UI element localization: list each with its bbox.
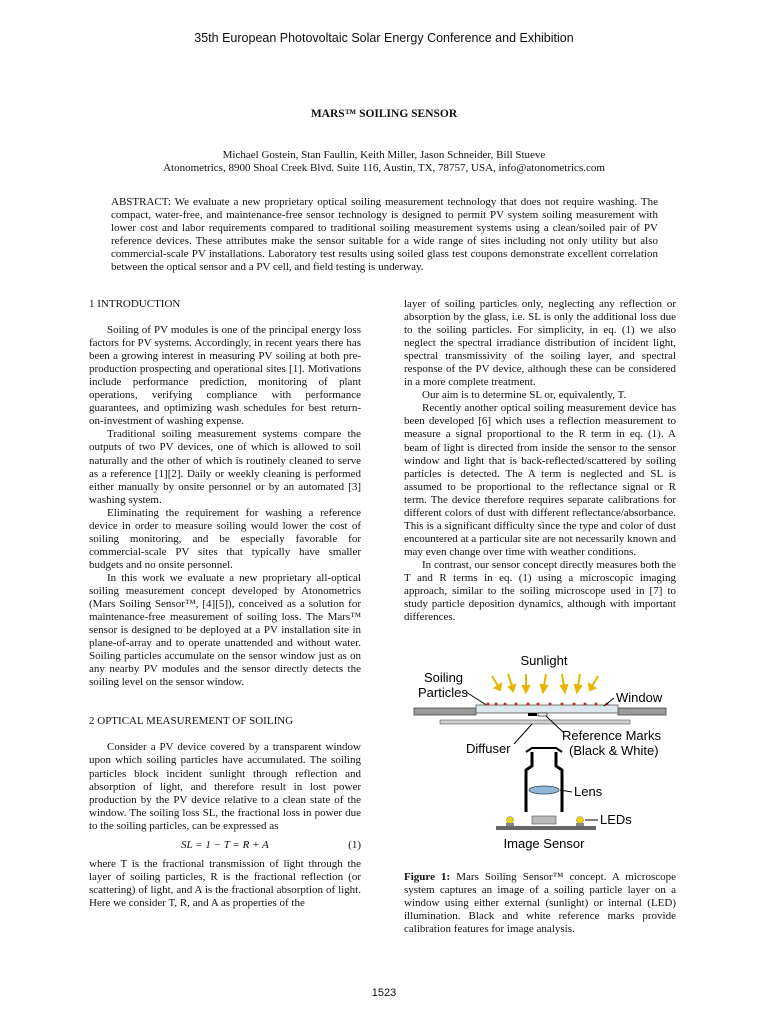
section-1-heading: 1 INTRODUCTION	[89, 298, 181, 310]
authors: Michael Gostein, Stan Faullin, Keith Miller, Jason Schneider, Bill Stueve	[222, 149, 546, 161]
caption-text: Mars Soiling Sensor™ concept. A microscope system captures an image of a soiling particle layer on a window using either external (sunlight) or internal (LED) illumination. Black and white reference marks provide calibration features for image analysis.	[404, 871, 676, 936]
image-sensor-chip	[532, 816, 556, 824]
label-window: Window	[616, 690, 663, 706]
diffuser	[440, 720, 630, 724]
s1-paragraph-3: Eliminating the requirement for washing a reference device in order to measure soiling would lower the cost of soiling monitoring, and be especially favorable for commercial-scale PV sites that typically have smaller budgets and no onsite personnel.	[89, 506, 361, 571]
figure-caption	[404, 871, 676, 936]
window-glass	[476, 705, 618, 713]
equation-number: (1)	[348, 838, 361, 851]
sensor-diagram	[404, 648, 676, 863]
circuit-board	[496, 826, 596, 830]
s1-paragraph-1: Soiling of PV modules is one of the principal energy loss factors for PV systems. Accordingly, in recent years there has been a growing interest in measuring PV soiling at both pre-production prospecting and operational sites [1]. Motivations include performance prediction, monitoring of plant operations, verifying compliance with performance guarantees, and optimizing wash schedules for best return-on-investment of washing expense.	[89, 324, 361, 428]
right-column	[404, 298, 676, 936]
left-column	[89, 298, 361, 910]
s2-paragraph-1: Consider a PV device covered by a transparent window upon which soiling particles have accumulated. The soiling particles block incident sunlight through reflection and absorption of light, and therefore result in lost power production by the PV device relative to a clean state of the window. The soiling loss SL, the fractional loss in power due to the soiling particles, can be expressed as	[89, 741, 361, 832]
s1-paragraph-2: Traditional soiling measurement systems compare the outputs of two PV devices, one of which is allowed to soil naturally and the other of which is routinely cleaned to serve as a reference [1][2]. Daily or weekly cleaning is performed either manually by onsite personnel or by an automated [3] washing system.	[89, 428, 361, 506]
label-image-sensor: Image Sensor	[503, 836, 585, 852]
affiliation: Atonometrics, 8900 Shoal Creek Blvd. Suite 116, Austin, TX, 78757, USA, info@atonometrics.com	[163, 162, 605, 174]
r-paragraph-3: Recently another optical soiling measurement device has been developed [6] which uses a reflection measurement to measure a signal proportional to the R term in eq. (1). A beam of light is directed from inside the sensor to the sensor window and light that is back-reflected/scattered by soiling particles is detected. The A term is neglected and SL is assumed to be proportional to the reflectance signal or R term. The device therefore requires separate calibrations for different colors of dust with different reflectance/absorbance. This is a significant difficulty since the type and color of dust encountered at a particular site are not necessarily known and may even change over time with weather conditions.	[404, 402, 676, 558]
equation-text: SL = 1 − T = R + A	[181, 838, 269, 851]
r-paragraph-1: layer of soiling particles only, neglecting any reflection or absorption by the glass, i.e. SL is only the additional loss due to the soiling particles. For simplicity, in eq. (1) we also neglect the spectral irradiance distribution of incident light, spectral transmissivity of the soiling layer, and spectral response of the PV device, although these can be considered in a more complete treatment.	[404, 298, 676, 389]
r-paragraph-2: Our aim is to determine SL or, equivalently, T.	[422, 389, 627, 402]
s1-paragraph-4: In this work we evaluate a new proprietary all-optical soiling measurement concept developed by Atonometrics (Mars Soiling Sensor™, [4][5]), conceived as a solution for maintenance-free measurement of soiling loss. The Mars™ sensor is designed to be deployed at a PV installation site in plane-of-array and to operate unattended and without water. Soiling particles accumulate on the sensor window just as on any nearby PV modules and the sensor directly detects the soiling level on the sensor window.	[89, 571, 361, 689]
label-leds: LEDs	[600, 812, 632, 828]
label-soiling: Soiling	[424, 670, 464, 686]
r-paragraph-4: In contrast, our sensor concept directly measures both the T and R terms in eq. (1) using a microscopic imaging approach, similar to the soiling microscope used in [7] to study particle deposition dynamics, although with important differences.	[404, 558, 676, 624]
figure-1	[404, 648, 676, 863]
label-reference-1: Reference Marks	[562, 728, 661, 744]
lens	[529, 786, 559, 794]
section-2-heading: 2 OPTICAL MEASUREMENT OF SOILING	[89, 715, 294, 728]
label-diffuser: Diffuser	[466, 741, 511, 757]
label-sunlight: Sunlight	[520, 653, 568, 669]
equation-1	[89, 839, 361, 852]
lens-barrel	[526, 752, 562, 812]
sunlight-arrows	[492, 674, 598, 692]
paper-title: MARS™ SOILING SENSOR	[310, 108, 458, 120]
label-particles: Particles	[418, 685, 468, 701]
author-block	[0, 149, 768, 175]
label-reference-2: (Black & White)	[569, 743, 659, 759]
abstract: ABSTRACT: We evaluate a new proprietary optical soiling measurement technology that does not require washing. The compact, water-free, and maintenance-free sensor technology is designed to permit PV system soiling measurement with lower cost and labor requirements compared to traditional soiling measurement systems using a clean/soiled pair of PV reference devices. These attributes make the sensor suitable for a wide range of sites including not only utility but also commercial-scale PV installations. Laboratory test results using soiled glass test coupons demonstrate excellent correlation between the optical sensor and a PV cell, and field testing is underway.	[111, 196, 658, 273]
label-lens: Lens	[574, 784, 603, 800]
conference-header: 35th European Photovoltaic Solar Energy Conference and Exhibition	[194, 31, 574, 45]
s2-paragraph-2: where T is the fractional transmission of light through the layer of soiling particles, R is the fractional reflection (or scattering) of light, and A is the fractional absorption of light. Here we consider T, R, and A as properties of the	[89, 857, 361, 909]
page-number: 1523	[371, 987, 397, 999]
caption-label: Figure 1:	[404, 871, 451, 884]
